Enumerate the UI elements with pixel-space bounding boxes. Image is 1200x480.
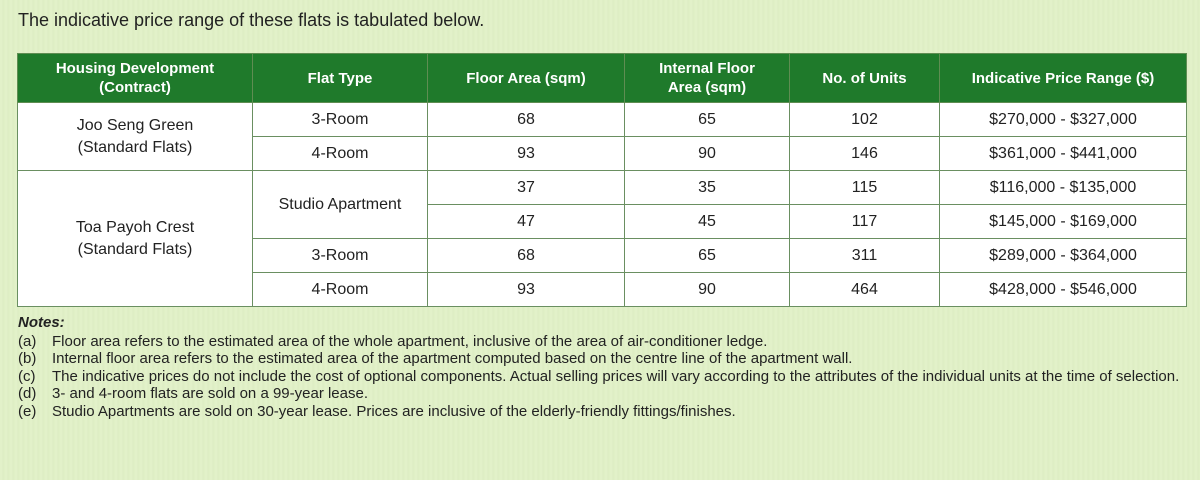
header-housing-development [18,54,253,103]
note-item [18,403,1192,421]
floor-area-cell: 68 [428,103,625,137]
internal-area-cell: 65 [625,239,790,273]
header-text: Floor Area (sqm) [466,69,586,87]
flat-type-cell: 4-Room [253,273,428,307]
header-price-range [940,54,1187,103]
price-cell: $270,000 - $327,000 [940,103,1187,137]
header-text: Internal Floor [659,60,755,77]
header-flat-type [253,54,428,103]
units-cell: 311 [790,239,940,273]
note-item [18,350,1192,368]
floor-area-cell: 68 [428,239,625,273]
note-text: The indicative prices do not include the cost of optional components. Actual selling prices will vary according to the attributes of the individual units at the time of selection. [52,367,1180,385]
development-cell [18,103,253,171]
flat-type-cell: 4-Room [253,137,428,171]
note-text: Floor area refers to the estimated area of the whole apartment, inclusive of the area of air-conditioner ledge. [52,332,768,350]
header-no-of-units [790,54,940,103]
header-text: No. of Units [822,69,907,87]
intro-text: The indicative price range of these flats is tabulated below. [18,10,485,30]
header-text: Area (sqm) [667,79,747,96]
floor-area-cell: 47 [428,205,625,239]
notes-title: Notes: [18,314,65,331]
internal-area-cell: 35 [625,171,790,205]
note-item [18,385,1192,403]
header-text: Housing Development [55,60,215,77]
units-cell: 115 [790,171,940,205]
units-cell: 146 [790,137,940,171]
price-cell: $145,000 - $169,000 [940,205,1187,239]
price-table [17,53,1187,307]
internal-area-cell: 90 [625,273,790,307]
note-item [18,333,1192,351]
flat-type-cell: 3-Room [253,239,428,273]
note-letter: (a) [18,332,37,350]
note-letter: (c) [18,367,36,385]
units-cell: 117 [790,205,940,239]
header-text: Indicative Price Range ($) [971,69,1155,87]
development-contract: (Standard Flats) [77,240,193,258]
internal-area-cell: 65 [625,103,790,137]
development-contract: (Standard Flats) [77,138,193,156]
table-row [18,171,1187,205]
header-text: (Contract) [99,79,171,96]
note-letter: (d) [18,385,37,403]
floor-area-cell: 93 [428,273,625,307]
internal-area-cell: 90 [625,137,790,171]
development-name: Joo Seng Green [76,116,194,134]
note-text: Internal floor area refers to the estimated area of the apartment computed based on the centre line of the apartment wall. [52,350,853,368]
floor-area-cell: 37 [428,171,625,205]
development-cell [18,171,253,307]
header-text: Flat Type [307,69,373,87]
table-header-row [18,54,1187,103]
table-row [18,103,1187,137]
units-cell: 102 [790,103,940,137]
floor-area-cell: 93 [428,137,625,171]
notes-section [18,314,1192,421]
development-name: Toa Payoh Crest [75,218,195,236]
internal-area-cell: 45 [625,205,790,239]
header-internal-floor-area [625,54,790,103]
price-cell: $361,000 - $441,000 [940,137,1187,171]
price-cell: $289,000 - $364,000 [940,239,1187,273]
flat-type-cell: 3-Room [253,103,428,137]
note-text: Studio Apartments are sold on 30-year lease. Prices are inclusive of the elderly-friendly fittings/finishes. [52,402,736,420]
price-cell: $428,000 - $546,000 [940,273,1187,307]
units-cell: 464 [790,273,940,307]
note-text: 3- and 4-room flats are sold on a 99-year lease. [52,385,369,403]
header-floor-area [428,54,625,103]
note-item [18,368,1192,386]
note-letter: (e) [18,402,37,420]
note-letter: (b) [18,350,37,368]
price-cell: $116,000 - $135,000 [940,171,1187,205]
flat-type-cell: Studio Apartment [253,171,428,239]
